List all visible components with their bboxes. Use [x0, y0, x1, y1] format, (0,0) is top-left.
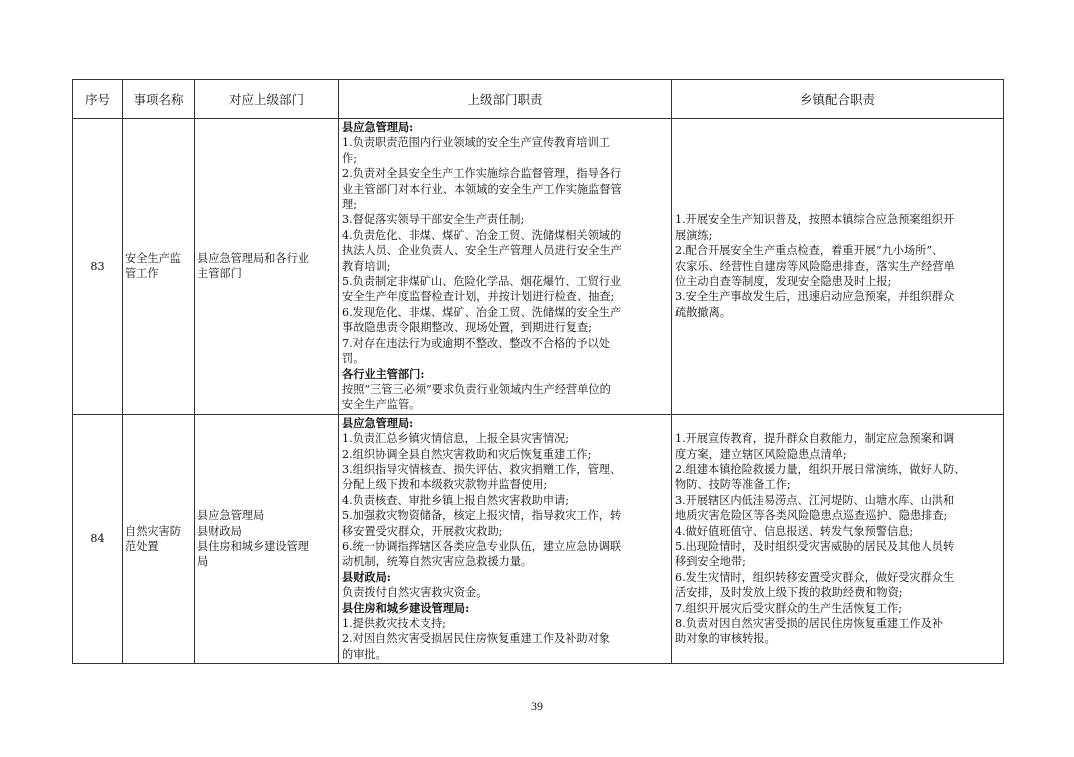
- cell-line: 县应急管理局和各行业: [197, 251, 309, 265]
- row-number-text: 84: [90, 532, 105, 546]
- cell-line: 移到安全地带;: [675, 555, 746, 569]
- cell-line: 教育培训;: [342, 259, 391, 273]
- cell-line: 范处置: [125, 539, 159, 553]
- header-upper-dept: 对应上级部门: [195, 80, 339, 119]
- cell-line: 疏散撤离。: [675, 305, 731, 319]
- cell-line: 位主动自查等制度，发现安全隐患及时上报;: [675, 275, 892, 289]
- town-duty: [672, 414, 1004, 664]
- cell-line: 2.配合开展安全生产重点检查，着重开展“九小场所”、: [675, 244, 944, 258]
- cell-line: 展演练;: [675, 228, 713, 242]
- item-name: [123, 414, 195, 664]
- cell-line: 1.负责汇总乡镇灾情信息，上报全县灾害情况;: [342, 432, 570, 446]
- dept-subheading: 县住房和城乡建设管理局:: [342, 600, 470, 615]
- cell-line: 6.发现危化、非煤、煤矿、冶金工贸、洗储煤的安全生产: [342, 305, 622, 319]
- cell-line: 5.负责制定非煤矿山、危险化学品、烟花爆竹、工贸行业: [342, 275, 622, 289]
- cell-line: 2.负责对全县安全生产工作实施综合监督管理，指导各行: [342, 167, 622, 181]
- dept-subheading: 各行业主管部门:: [342, 366, 425, 381]
- cell-line: 农家乐、经营性自建房等风险隐患排查，落实生产经营单: [675, 259, 955, 273]
- header-upper-duty: 上级部门职责: [339, 80, 672, 119]
- town-duty: [672, 119, 1004, 415]
- cell-line: 物防、技防等准备工作;: [675, 478, 791, 492]
- cell-line: 1.提供救灾技术支持;: [342, 617, 446, 630]
- cell-line: 4.负责危化、非煤、煤矿、冶金工贸、洗储煤相关领域的: [342, 228, 622, 242]
- cell-line: 6.统一协调指挥辖区各类应急专业队伍，建立应急协调联: [342, 539, 622, 553]
- item-name: [123, 119, 195, 415]
- upper-dept: [195, 119, 339, 415]
- cell-line: 1.负责职责范围内行业领域的安全生产宣传教育培训工: [342, 136, 610, 150]
- cell-line: 地质灾害危险区等各类风险隐患点巡查巡护、隐患排查;: [675, 509, 948, 523]
- upper-duty: [339, 119, 672, 415]
- cell-line: 主管部门: [197, 267, 242, 281]
- cell-line: 分配上级下拨和本级救灾款物并监督使用;: [342, 478, 548, 492]
- cell-line: 县财政局: [197, 524, 242, 538]
- cell-line: 罚。: [342, 352, 365, 366]
- header-no: 序号: [73, 80, 123, 119]
- cell-line: 安全生产监管。: [342, 398, 421, 412]
- cell-line: 2.组建本镇抢险救援力量，组织开展日常演练，做好人防、: [675, 462, 966, 476]
- cell-line: 的审批。: [342, 647, 387, 661]
- upper-duty: [339, 414, 672, 664]
- cell-line: 局: [197, 555, 209, 569]
- cell-line: 县应急管理局: [197, 509, 265, 523]
- cell-line: 助对象的审核转报。: [675, 632, 776, 646]
- cell-line: 执法人员、企业负责人、安全生产管理人员进行安全生产: [342, 244, 622, 258]
- table-body: [73, 119, 1004, 664]
- cell-line: 6.发生灾情时，组织转移安置受灾群众，做好受灾群众生: [675, 570, 955, 584]
- cell-line: 3.开展辖区内低洼易涝点、江河堤防、山塘水库、山洪和: [675, 493, 955, 507]
- cell-line: 5.加强救灾物资储备，核定上报灾情，指导救灾工作，转: [342, 509, 622, 523]
- cell-line: 2.组织协调全县自然灾害救助和灾后恢复重建工作;: [342, 447, 592, 461]
- cell-line: 5.出现险情时，及时组织受灾害威胁的居民及其他人员转: [675, 539, 955, 553]
- cell-line: 活安排，及时发放上级下拨的救助经费和物资;: [675, 586, 903, 600]
- cell-line: 负责拨付自然灾害救灾资金。: [342, 586, 488, 600]
- cell-line: 度方案，建立辖区风险隐患点清单;: [675, 447, 847, 461]
- dept-subheading: 县应急管理局:: [342, 120, 414, 134]
- cell-line: 7.组织开展灾后受灾群众的生产生活恢复工作;: [675, 601, 903, 615]
- cell-line: 安全生产监: [125, 251, 181, 265]
- cell-line: 业主管部门对本行业、本领域的安全生产工作实施监督管: [342, 182, 622, 196]
- header-item-name: 事项名称: [123, 80, 195, 119]
- cell-line: 理;: [342, 198, 357, 212]
- cell-line: 4.负责核查、审批乡镇上报自然灾害救助申请;: [342, 493, 570, 507]
- row-number-text: 83: [90, 259, 105, 273]
- row-number: [73, 119, 123, 415]
- cell-line: 按照“三管三必须”要求负责行业领域内生产经营单位的: [342, 382, 611, 396]
- cell-line: 4.做好值班值守、信息报送、转发气象预警信息;: [675, 524, 914, 538]
- dept-subheading: 县财政局:: [342, 569, 391, 584]
- header-row: [73, 80, 1004, 119]
- cell-line: 自然灾害防: [125, 524, 181, 538]
- cell-line: 3.组织指导灾情核查、损失评估、救灾捐赠工作，管理、: [342, 462, 622, 476]
- upper-dept: [195, 414, 339, 664]
- cell-line: 8.负责对因自然灾害受损的居民住房恢复重建工作及补: [675, 617, 943, 630]
- cell-line: 安全生产年度监督检查计划，并按计划进行检查、抽查;: [342, 290, 615, 304]
- cell-line: 移安置受灾群众，开展救灾救助;: [342, 524, 503, 538]
- cell-line: 事故隐患责令限期整改、现场处置，到期进行复查;: [342, 321, 592, 335]
- dept-subheading: 县应急管理局:: [342, 415, 414, 430]
- cell-line: 1.开展宣传教育，提升群众自救能力，制定应急预案和调: [675, 432, 955, 446]
- cell-line: 7.对存在违法行为或逾期不整改、整改不合格的予以处: [342, 336, 610, 350]
- cell-line: 管工作: [125, 267, 159, 281]
- cell-line: 2.对因自然灾害受损居民住房恢复重建工作及补助对象: [342, 632, 610, 646]
- cell-line: 3.安全生产事故发生后，迅速启动应急预案，并组织群众: [675, 290, 955, 304]
- page-number: 39: [531, 699, 543, 713]
- table-row: [73, 119, 1004, 415]
- table-row: [73, 414, 1004, 664]
- cell-line: 县住房和城乡建设管理: [197, 539, 309, 553]
- duty-table: [72, 79, 1004, 664]
- cell-line: 作;: [342, 151, 357, 165]
- cell-line: 3.督促落实领导干部安全生产责任制;: [342, 213, 525, 227]
- cell-line: 1.开展安全生产知识普及，按照本镇综合应急预案组织开: [675, 213, 955, 227]
- header-town-duty: 乡镇配合职责: [672, 80, 1004, 119]
- cell-line: 动机制，统筹自然灾害应急救援力量。: [342, 555, 533, 569]
- row-number: [73, 414, 123, 664]
